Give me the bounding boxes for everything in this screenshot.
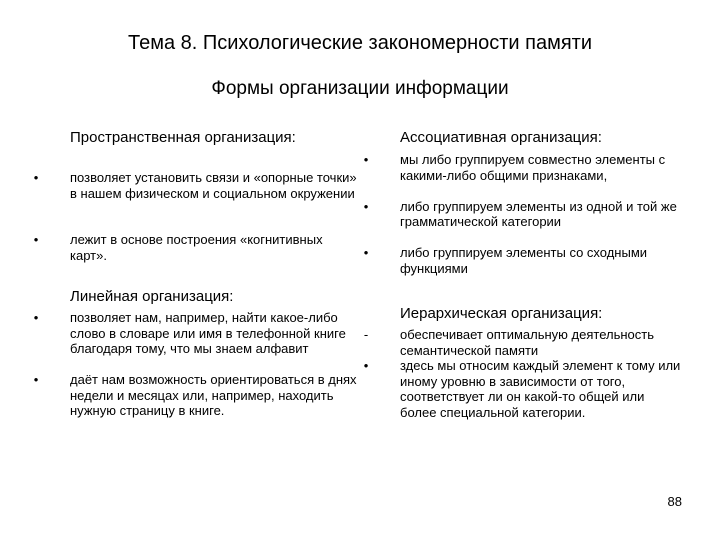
slide-title: Тема 8. Психологические закономерности памяти: [128, 32, 592, 54]
list-item: [33, 310, 360, 372]
list-item-text: обеспечивает оптимальную деятельность семантической памяти: [400, 327, 654, 358]
list-item-text: даёт нам возможность ориентироваться в днях недели и месяцах или, например, находить нужную страницу в книге.: [70, 372, 357, 418]
bullet-marker: •: [33, 372, 39, 387]
list-item: [363, 198, 682, 246]
bullet-marker: •: [363, 152, 369, 167]
list-item: [33, 232, 360, 263]
dash-marker: -: [363, 327, 369, 342]
bullet-marker: •: [33, 232, 39, 247]
hierarchical-list: [363, 327, 682, 420]
list-item-text: либо группируем элементы со сходными функциями: [400, 245, 648, 276]
list-item: [33, 372, 360, 419]
slide-subtitle: Формы организации информации: [211, 78, 509, 99]
bullet-marker: •: [363, 198, 369, 214]
associative-list: [363, 152, 682, 276]
spatial-list: [33, 170, 360, 263]
list-item-text: мы либо группируем совместно элементы с какими-либо общими признаками,: [400, 152, 666, 183]
list-item: [363, 358, 682, 420]
list-item-text: лежит в основе построения «когнитивных карт».: [70, 232, 323, 263]
list-item: [363, 327, 682, 358]
bullet-marker: •: [363, 245, 369, 260]
bullet-marker: •: [33, 170, 39, 185]
list-item: [33, 170, 360, 232]
list-item: [363, 152, 682, 199]
list-item: [363, 245, 682, 276]
linear-list: [33, 310, 360, 419]
bullet-marker: •: [33, 310, 39, 325]
page-number: 88: [667, 494, 682, 509]
list-item-text: позволяет установить связи и «опорные точки» в нашем физическом и социальном окружении: [70, 170, 357, 201]
list-item-text: либо группируем элементы из одной и той же грамматической категории: [400, 198, 677, 229]
linear-heading: Линейная организация:: [70, 288, 234, 305]
bullet-marker: •: [363, 358, 369, 373]
hierarchical-heading: Иерархическая организация:: [400, 305, 603, 322]
list-item-text: здесь мы относим каждый элемент к тому или иному уровню в зависимости от того, соответствует ли он какой-то общей или более специальной категории.: [400, 358, 681, 420]
spatial-heading: Пространственная организация:: [70, 129, 296, 146]
associative-heading: Ассоциативная организация:: [400, 129, 602, 146]
list-item-text: позволяет нам, например, найти какое-либо слово в словаре или имя в телефонной книге благодаря тому, что мы знаем алфавит: [70, 310, 346, 356]
